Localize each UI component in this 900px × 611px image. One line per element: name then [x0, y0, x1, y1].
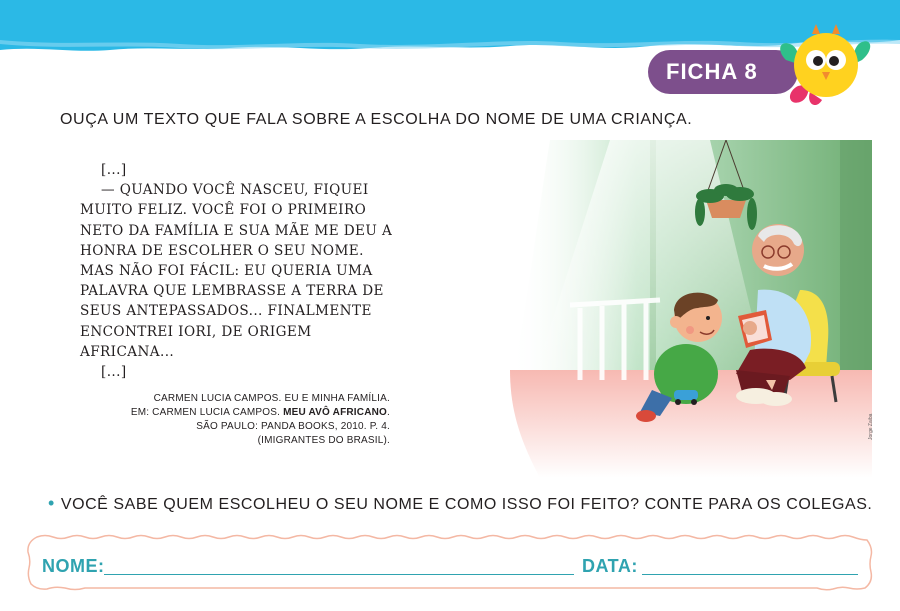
bird-mascot-icon — [776, 20, 876, 110]
grandfather-and-boy-illustration — [510, 140, 872, 478]
excerpt-line: PALAVRA QUE LEMBRASSE A TERRA DE — [80, 283, 384, 300]
name-date-box — [25, 534, 875, 592]
excerpt-line: ENCONTREI IORI, DE ORIGEM — [80, 323, 312, 340]
excerpt-line: AFRICANA... — [80, 343, 175, 360]
excerpt-line: NETO DA FAMÍLIA E SUA MÃE ME DEU A — [80, 222, 393, 239]
ficha-label: FICHA 8 — [666, 59, 758, 84]
excerpt-line: SEUS ANTEPASSADOS... FINALMENTE — [80, 303, 372, 320]
date-label: DATA: — [582, 556, 638, 576]
name-label: NOME: — [42, 556, 105, 576]
illustration-credit: Jorge Zaiba — [868, 413, 874, 440]
citation-prefix: EM: CARMEN LUCIA CAMPOS. — [130, 407, 284, 418]
source-citation — [100, 392, 390, 448]
citation-line: SÃO PAULO: PANDA BOOKS, 2010. P. 4. — [196, 421, 390, 432]
book-title: MEU AVÔ AFRICANO — [283, 407, 388, 418]
citation-suffix: . — [387, 407, 390, 418]
citation-line: CARMEN LUCIA CAMPOS. EU E MINHA FAMÍLIA. — [153, 393, 390, 404]
discussion-question — [48, 493, 872, 514]
bullet-icon: • — [48, 493, 55, 513]
date-field[interactable] — [642, 574, 858, 575]
citation-line: (IMIGRANTES DO BRASIL). — [257, 435, 390, 446]
question-text: VOCÊ SABE QUEM ESCOLHEU O SEU NOME E COMO ISSO FOI FEITO? CONTE PARA OS COLEGAS. — [60, 496, 873, 513]
excerpt-line: [...] — [101, 162, 127, 178]
excerpt-line: HONRA DE ESCOLHER O SEU NOME. — [80, 242, 364, 259]
name-field[interactable] — [104, 574, 574, 575]
excerpt-line: MUITO FELIZ. VOCÊ FOI O PRIMEIRO — [80, 202, 367, 219]
excerpt-line: MAS NÃO FOI FÁCIL: EU QUERIA UMA — [80, 263, 373, 280]
citation-line — [100, 406, 390, 420]
instruction-text: OUÇA UM TEXTO QUE FALA SOBRE A ESCOLHA DO NOME DE UMA CRIANÇA. — [60, 111, 693, 128]
story-excerpt — [80, 160, 410, 382]
excerpt-line: — QUANDO VOCÊ NASCEU, FIQUEI — [101, 182, 369, 199]
excerpt-line: [...] — [101, 364, 127, 381]
